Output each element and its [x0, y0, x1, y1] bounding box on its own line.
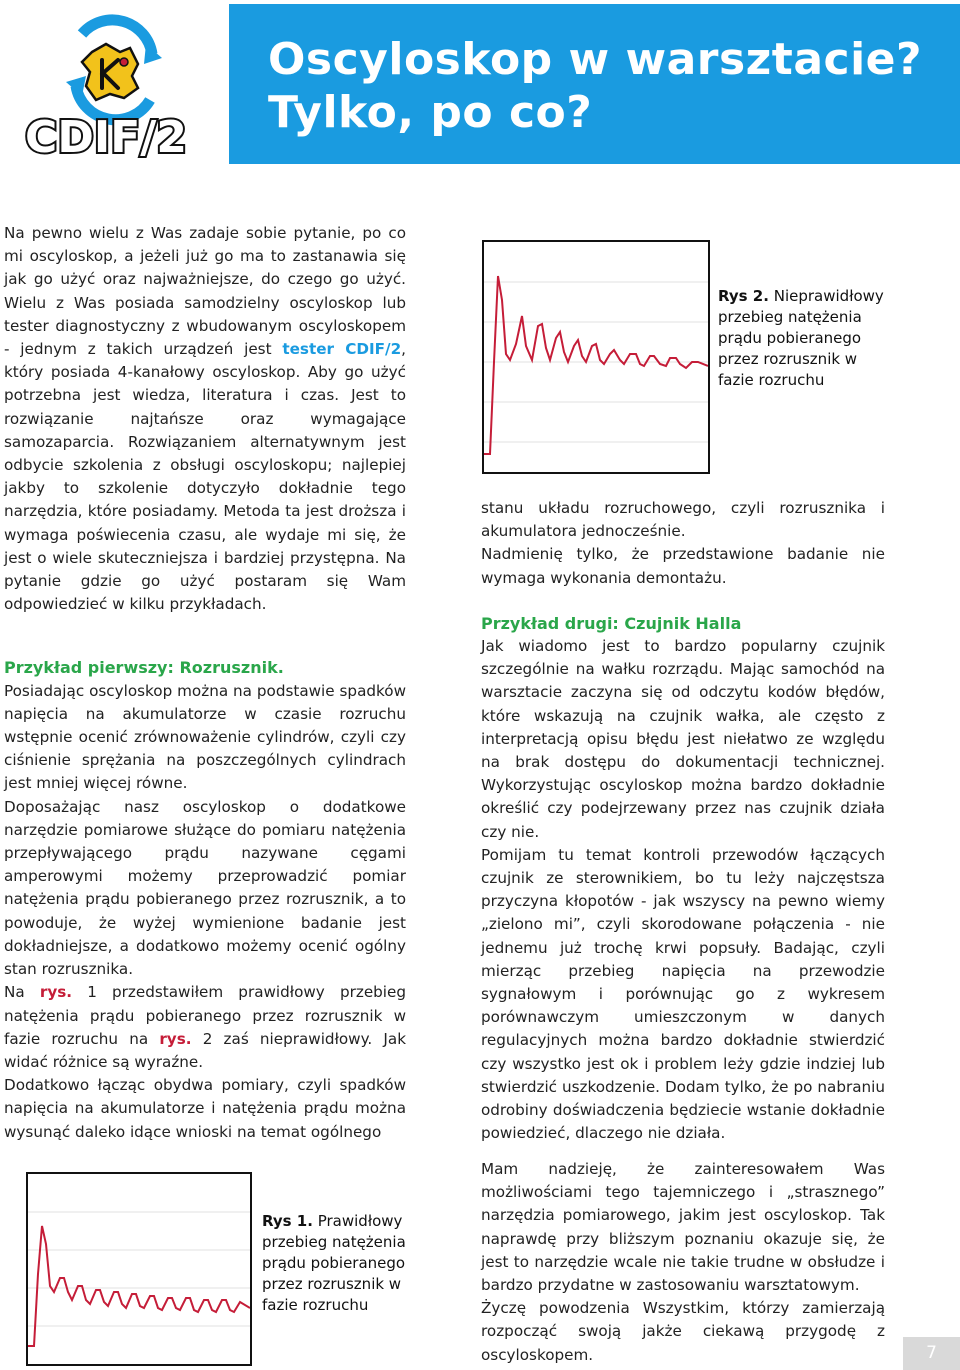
figure-1-trace	[28, 1174, 250, 1364]
section2-p1: Jak wiadomo jest to bardzo popularny czujnik szczególnie na wałku rozrządu. Mając samochód na warsztacie zaczyna się od odczytu kodów błędów, które wskazują na czujnik wałka, ale często z interpretacją opisu błędu jest niełatwo ze względu na brak dostępu do dokumentacji technicznej. Wykorzystując oscyloskop można bardzo dokładnie określić czy podejrzewany przez nas czujnik działa czy nie.	[481, 637, 885, 841]
p3-text-c: 2 zaś nieprawidłowy. Jak widać różnice są wyraźne.	[4, 1029, 407, 1071]
figure-1-label: Rys 1.	[262, 1212, 313, 1230]
intro-paragraph	[4, 222, 406, 616]
figure-2-waveform	[484, 276, 708, 454]
rys2-ref: rys.	[159, 1029, 192, 1048]
section1-p4: Dodatkowo łącząc obydwa pomiary, czyli spadków napięcia na akumulatorze i natężenia prądu można wysunąć daleko idące wnioski na temat ogólnego	[4, 1076, 406, 1141]
section2-p2: Pomijam tu temat kontroli przewodów łączących czujnik ze sterownikiem, bo tu leży najczęstsza przyczyna kłopotów - jak wszyscy na pewno wiemy „zielono mi”, czyli skorodowane połączenia - nie jednemu już trochę krwi popsuły. Badając, czyli mierząc przebieg napięcia na przewodzie sygnałowym i porównując go z wykresem porównawczym umieszczonym w danych regulacyjnych można bardzo dokładnie stwierdzić czy wszystko jest ok i problem leży gdzie indziej lub stwierdzić uszkodzenie. Dodam tylko, że po nabraniu odrobiny doświadczenia będziecie wstanie dokładnie powiedzieć, dlaczego nie działa.	[481, 845, 885, 1143]
figure-2-grid	[484, 282, 708, 442]
page-number: 7	[903, 1337, 960, 1370]
figure-2-caption-text: Nieprawidłowy przebieg natężenia prądu pobieranego przez rozrusznik w fazie rozruchu	[718, 287, 884, 389]
left-column	[4, 222, 406, 1144]
section1-p1: Posiadając oscyloskop można na podstawie spadków napięcia na akumulatorze w czasie rozruchu wstępnie ocenić zrównoważenie cylindrów, czyli czy ciśnienie sprężania na poszczególnych cylindrach jest mniej więcej równe.	[4, 681, 406, 793]
figure-1-caption-text: Prawidłowy przebieg natężenia prądu pobieranego przez rozrusznik w fazie rozruchu	[262, 1212, 406, 1314]
section1-heading: Przykład pierwszy: Rozrusznik.	[4, 658, 284, 678]
figure-2-box	[482, 240, 710, 474]
section2-heading: Przykład drugi: Czujnik Halla	[481, 613, 742, 633]
logo-emblem-icon	[66, 20, 162, 120]
figure-1-waveform	[28, 1226, 250, 1346]
closing-p2: Życzę powodzenia Wszystkim, którzy zamierzają rozpocząć swoją jakże ciekawą przygodę z oscyloskopem.	[481, 1299, 885, 1364]
closing-p1: Mam nadzieję, że zainteresowałem Was możliwościami tego tajemniczego i „strasznego” narzędzia pomiarowego, jakim jest oscyloskop. Tak naprawdę przy bliższym poznaniu okazuje się, że jest to narzędzie wcale nie takie trudne w obsłudze i bardzo przydatne w zastosowaniu warsztatowym.	[481, 1160, 885, 1295]
logo-text: CDIF/2	[25, 112, 187, 162]
section1-p2: Doposażając nasz oscyloskop o dodatkowe narzędzie pomiarowe służące do pomiaru natężenia przepływającego prądu nazywane cęgami amperowymi możemy przeprowadzić pomiar natężenia prądu pobieranego przez rozrusznik, a to powoduje, że wyżej wymienione badanie jest dokładniejsze, a dodatkowo możemy ocenić ogólny stan rozrusznika.	[4, 797, 406, 979]
tester-cdif-label: tester CDIF/2	[282, 340, 402, 359]
closing-column	[481, 1158, 885, 1367]
intro-text-2: , który posiada 4-kanałowy oscyloskop. Aby go użyć potrzebna jest wiedza, literatura i czas. Jest to rozwiązanie najtańsze oraz wymagające samozaparcia. Rozwiązaniem alternatywnym jest odbycie szkolenia z obsługi oscyloskopu; najlepiej jakby to szkolenie dotyczyło dokładnie tego narzędzia, które posiadamy. Metoda ta jest droższa i wymaga poświecenia czasu, ale wydaje mi się, że jest o wiele skuteczniejsza i bardziej przystępna. Na pytanie gdzie go użyć postaram się Wam odpowiedzieć w kilku przykładach.	[4, 340, 406, 614]
section1-p6: Nadmienię tylko, że przedstawione badanie nie wymaga wykonania demontażu.	[481, 545, 885, 587]
figure-1-caption	[262, 1211, 412, 1316]
figure-1-box	[26, 1172, 252, 1366]
cdif2-logo	[20, 14, 192, 162]
p3-text-a: Na	[4, 983, 40, 1002]
p3-text-b: 1 przedstawiłem prawidłowy przebieg natężenia prądu pobieranego przez rozrusznik w fazie rozruchu na	[4, 983, 407, 1048]
intro-text-1: Na pewno wielu z Was zadaje sobie pytanie, po co mi oscyloskop, a jeżeli już go ma to zastanawia się jak go użyć oraz najważniejsze, do czego go użyć. Wielu z Was posiada samodzielny oscyloskop lub tester diagnostyczny z wbudowanym oscyloskopem - jednym z takich urządzeń jest	[4, 224, 406, 359]
figure-2-label: Rys 2.	[718, 287, 769, 305]
section1-p5: stanu układu rozruchowego, czyli rozrusznika i akumulatora jednocześnie.	[481, 499, 885, 541]
title-line-2: Tylko, po co?	[268, 87, 593, 138]
right-column	[481, 497, 885, 1145]
figure-2-caption	[718, 286, 888, 391]
figure-2-trace	[484, 242, 708, 472]
rys1-ref: rys.	[39, 983, 73, 1002]
title-line-1: Oscyloskop w warsztacie?	[268, 34, 923, 85]
section1-p3	[4, 981, 406, 1074]
